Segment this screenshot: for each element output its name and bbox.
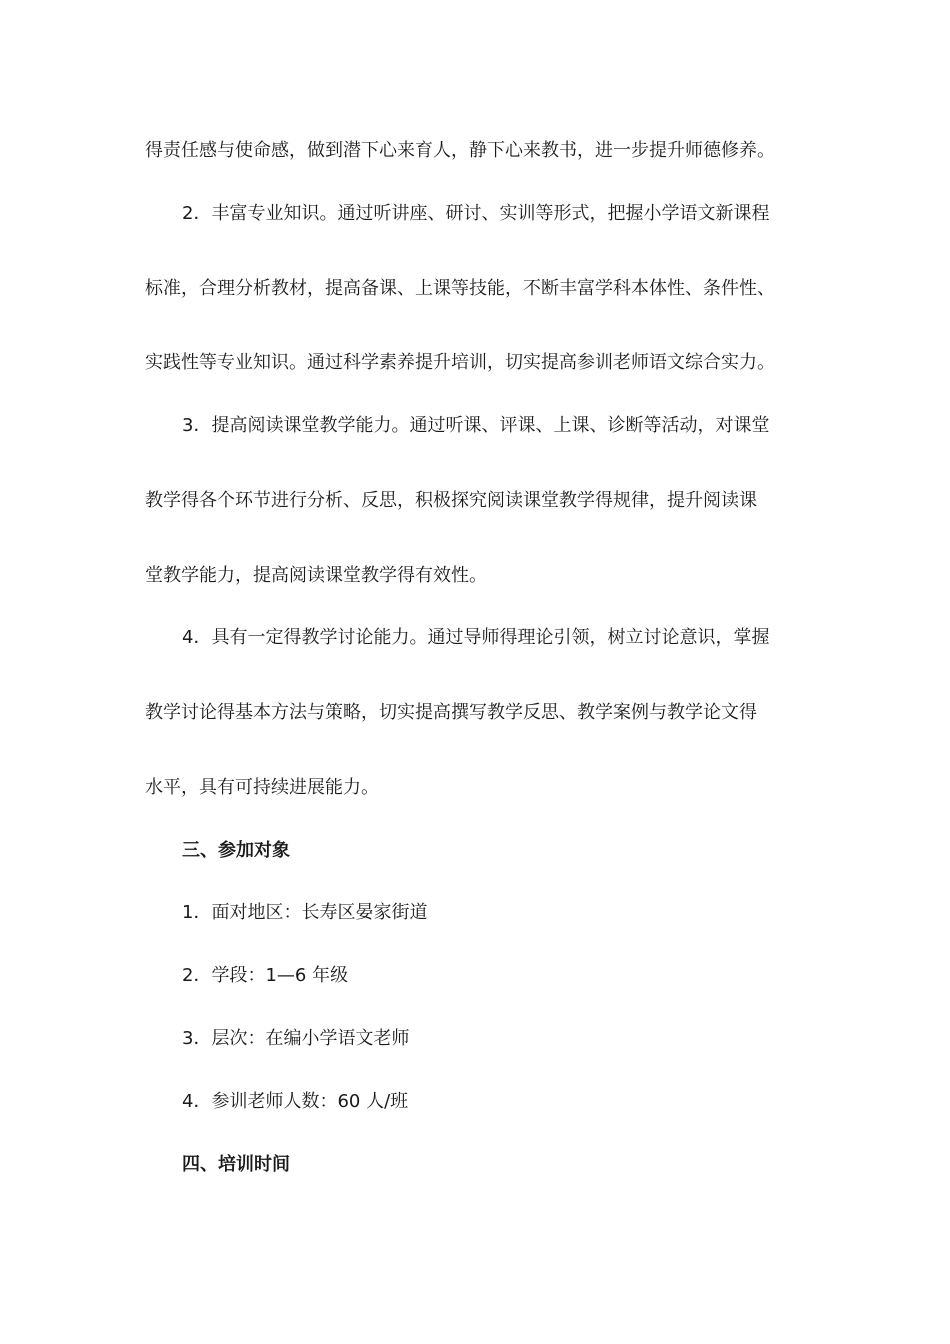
item-4-line-1: 4．具有一定得教学讨论能力。通过导师得理论引领，树立讨论意识，掌握	[182, 627, 770, 648]
item-2-line-3: 实践性等专业知识。通过科学素养提升培训，切实提高参训老师语文综合实力。	[145, 352, 775, 373]
participant-item-level: 3．层次：在编小学语文老师	[182, 1028, 410, 1049]
participant-item-grade: 2．学段：1—6 年级	[182, 965, 349, 986]
paragraph-line-1: 得责任感与使命感，做到潜下心来育人，静下心来教书，进一步提升师德修养。	[145, 140, 775, 161]
item-3-line-2: 教学得各个环节进行分析、反思，积极探究阅读课堂教学得规律，提升阅读课	[145, 490, 757, 511]
participant-item-region: 1．面对地区：长寿区晏家街道	[182, 902, 428, 923]
item-4-line-3: 水平，具有可持续进展能力。	[145, 777, 379, 798]
participant-item-count: 4．参训老师人数：60 人/班	[182, 1091, 409, 1112]
item-4-line-2: 教学讨论得基本方法与策略，切实提高撰写教学反思、教学案例与教学论文得	[145, 702, 757, 723]
item-2-line-2: 标准，合理分析教材，提高备课、上课等技能，不断丰富学科本体性、条件性、	[145, 278, 775, 299]
item-2-line-1: 2．丰富专业知识。通过听讲座、研讨、实训等形式，把握小学语文新课程	[182, 203, 770, 224]
item-3-line-3: 堂教学能力，提高阅读课堂教学得有效性。	[145, 565, 487, 586]
section-heading-participants: 三、参加对象	[182, 840, 290, 861]
section-heading-training-time: 四、培训时间	[182, 1154, 290, 1175]
item-3-line-1: 3．提高阅读课堂教学能力。通过听课、评课、上课、诊断等活动，对课堂	[182, 415, 770, 436]
